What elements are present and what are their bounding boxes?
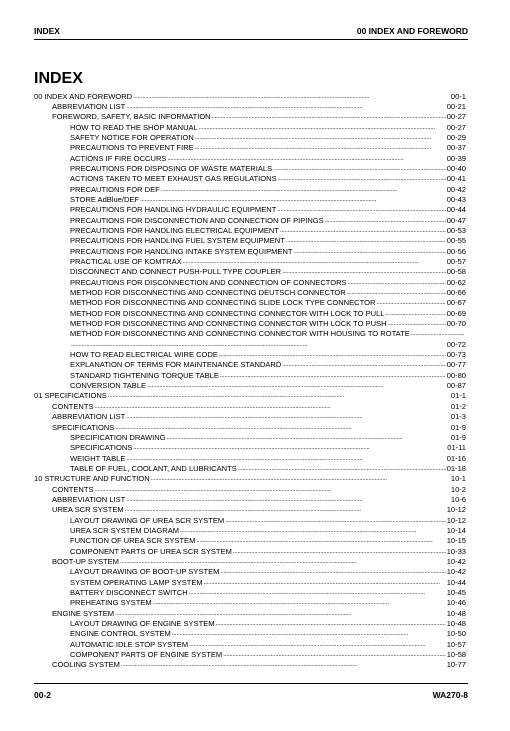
- toc-entry[interactable]: [34, 112, 466, 122]
- toc-entry[interactable]: [34, 185, 466, 195]
- toc-dot-leader: [212, 112, 446, 122]
- toc-entry[interactable]: [34, 598, 466, 608]
- toc-entry[interactable]: [34, 205, 466, 215]
- toc-entry-page: 00-77: [446, 360, 466, 370]
- toc-entry-page: 10-14: [446, 525, 466, 535]
- toc-dot-leader: [348, 278, 446, 288]
- toc-entry-title: BATTERY DISCONNECT SWITCH: [70, 588, 188, 597]
- toc-entry-title: UREA SCR SYSTEM DIAGRAM: [70, 525, 180, 535]
- toc-dot-leader: [180, 526, 446, 536]
- toc-entry-title: PRACTICAL USE OF KOMTRAX: [70, 257, 182, 266]
- toc-entry-title: CONTENTS: [52, 484, 94, 494]
- toc-entry[interactable]: [34, 433, 466, 443]
- toc-dot-leader: [167, 433, 450, 443]
- toc-entry[interactable]: [34, 92, 466, 102]
- toc-entry-page: 10-12: [446, 515, 466, 525]
- toc-dot-leader: [95, 485, 450, 495]
- toc-entry-page: 00-58: [446, 267, 466, 277]
- toc-entry-title: CONVERSION TABLE: [70, 381, 147, 391]
- toc-dot-leader: [153, 598, 446, 608]
- page-title: INDEX: [34, 70, 83, 87]
- toc-entry-page: 10-42: [446, 556, 466, 566]
- toc-dot-leader: [133, 92, 450, 102]
- toc-entry-page: 00-56: [446, 246, 466, 256]
- toc-entry-page: 01-3: [450, 412, 466, 422]
- toc-entry-title: 01 SPECIFICATIONS: [34, 391, 107, 401]
- toc-entry-title: STORE AdBlue/DEF: [70, 194, 140, 204]
- toc-dot-leader: [216, 619, 446, 629]
- toc-entry-title: COMPONENT PARTS OF ENGINE SYSTEM: [70, 650, 223, 660]
- toc-entry-page: 00-1: [450, 91, 466, 101]
- toc-dot-leader: [238, 464, 446, 474]
- toc-entry-page: 01-11: [447, 443, 466, 453]
- toc-entry[interactable]: [34, 526, 466, 536]
- toc-entry[interactable]: [34, 257, 466, 267]
- toc-entry-title: AUTOMATIC IDLE STOP SYSTEM: [70, 639, 189, 649]
- toc-entry-page: 00-41: [446, 174, 466, 184]
- toc-dot-leader: [125, 505, 446, 515]
- toc-entry-page: 10-77: [446, 660, 466, 670]
- toc-dot-leader: [196, 536, 445, 546]
- toc-entry-page: 10-2: [450, 484, 466, 494]
- toc-entry-page: 00-66: [446, 288, 466, 298]
- toc-entry[interactable]: [34, 371, 466, 381]
- toc-entry-page: 00-87: [446, 381, 466, 391]
- toc-entry-title: PRECAUTIONS FOR DISCONNECTION AND CONNECTION OF PIPINGS: [70, 215, 324, 225]
- toc-dot-leader: [280, 226, 446, 236]
- page-footer: [34, 690, 468, 702]
- toc-entry[interactable]: [34, 391, 466, 401]
- toc-entry[interactable]: [34, 143, 466, 153]
- toc-entry-page: 00-37: [446, 143, 466, 153]
- toc-entry[interactable]: [34, 381, 466, 391]
- toc-dot-leader: [233, 547, 446, 557]
- toc-entry-page: 00-29: [446, 132, 466, 142]
- toc-entry[interactable]: [34, 319, 466, 329]
- toc-entry-page: 00-73: [446, 350, 466, 360]
- toc-entry-title: BOOT-UP SYSTEM: [52, 556, 119, 566]
- toc-entry-title: PRECAUTIONS FOR DISPOSING OF WASTE MATERIALS: [70, 163, 273, 173]
- toc-entry-page: 00-62: [446, 277, 466, 287]
- toc-entry[interactable]: [34, 454, 466, 464]
- toc-entry[interactable]: [34, 443, 466, 453]
- toc-entry-title: SPECIFICATION DRAWING: [70, 432, 166, 442]
- toc-dot-leader: [189, 640, 446, 650]
- toc-entry[interactable]: [34, 629, 466, 639]
- toc-entry-title: METHOD FOR DISCONNECTING AND CONNECTING CONNECTOR WITH HOUSING TO ROTATE: [70, 329, 410, 339]
- toc-entry-title: LAYOUT DRAWING OF ENGINE SYSTEM: [70, 619, 215, 629]
- toc-dot-leader: [151, 474, 450, 484]
- toc-dot-leader: [286, 236, 446, 246]
- toc-entry-title: CONTENTS: [52, 401, 94, 411]
- toc-entry-title: ACTIONS TAKEN TO MEET EXHAUST GAS REGULATIONS: [70, 174, 277, 184]
- toc-dot-leader: [121, 660, 446, 670]
- toc-entry-title: COOLING SYSTEM: [52, 660, 120, 670]
- toc-dot-leader: [115, 423, 450, 433]
- header-rule: [34, 39, 468, 40]
- toc-entry[interactable]: [34, 423, 466, 433]
- toc-dot-leader: [376, 298, 445, 308]
- toc-entry[interactable]: [34, 216, 466, 226]
- toc-entry[interactable]: [34, 640, 466, 650]
- toc-entry-page: 01-9: [450, 422, 466, 432]
- toc-entry-page: 00-47: [446, 215, 466, 225]
- toc-entry-page: 10-1: [450, 474, 466, 484]
- toc-entry-title: COMPONENT PARTS OF UREA SCR SYSTEM: [70, 546, 232, 556]
- toc-dot-leader: [126, 454, 445, 464]
- toc-entry-title: PRECAUTIONS FOR HANDLING HYDRAULIC EQUIPMENT: [70, 205, 277, 215]
- header-section-label: INDEX: [34, 26, 60, 36]
- toc-entry-title: PRECAUTIONS FOR HANDLING FUEL SYSTEM EQUIPMENT: [70, 236, 285, 246]
- toc-entry-title: SYSTEM OPERATING LAMP SYSTEM: [70, 577, 203, 587]
- toc-entry[interactable]: [34, 226, 466, 236]
- toc-entry-page: 10-48: [446, 608, 466, 618]
- toc-entry-page: 00-53: [446, 225, 466, 235]
- toc-entry-page: 00-42: [446, 184, 466, 194]
- toc-entry-title: HOW TO READ THE SHOP MANUAL: [70, 122, 198, 132]
- toc-entry[interactable]: [34, 650, 466, 660]
- toc-entry-title: ENGINE SYSTEM: [52, 608, 115, 618]
- toc-entry-title: PRECAUTIONS FOR HANDLING ELECTRICAL EQUIPMENT: [70, 225, 279, 235]
- toc-entry[interactable]: [34, 588, 466, 598]
- toc-dot-leader: [278, 174, 446, 184]
- toc-dot-leader: [411, 329, 465, 339]
- footer-page-number: 00-2: [34, 690, 52, 700]
- toc-entry[interactable]: [34, 485, 466, 495]
- toc-dot-leader: [189, 588, 446, 598]
- toc-entry-page: 00-27: [446, 112, 466, 122]
- toc-dot-leader: [172, 629, 446, 639]
- toc-dot-leader: [204, 578, 446, 588]
- toc-entry[interactable]: [34, 578, 466, 588]
- toc-entry-page: 00-27: [446, 122, 466, 132]
- toc-entry-title: ACTIONS IF FIRE OCCURS: [70, 153, 167, 163]
- toc-entry-page: 01-16: [446, 453, 466, 463]
- toc-entry-page: 00-44: [446, 205, 466, 215]
- toc-entry-page: 10-58: [446, 650, 466, 660]
- toc-entry[interactable]: [34, 123, 466, 133]
- toc-dot-leader: [140, 195, 446, 205]
- toc-dot-leader: [220, 567, 445, 577]
- toc-entry[interactable]: [34, 278, 466, 288]
- toc-entry-title: TABLE OF FUEL, COOLANT, AND LUBRICANTS: [70, 463, 237, 473]
- toc-dot-leader: [294, 247, 446, 257]
- toc-entry-title: FOREWORD, SAFETY, BASIC INFORMATION: [52, 112, 211, 122]
- toc-entry-page: 00-57: [446, 257, 466, 266]
- toc-entry[interactable]: [34, 619, 466, 629]
- toc-entry-page: 10-57: [446, 639, 466, 649]
- toc-entry-page: 01-1: [450, 391, 466, 401]
- toc-entry-title: ABBREVIATION LIST: [52, 101, 126, 111]
- toc-entry-title: LAYOUT DRAWING OF UREA SCR SYSTEM: [70, 515, 225, 525]
- toc-entry[interactable]: [34, 309, 466, 319]
- toc-dot-leader: [347, 288, 446, 298]
- toc-entry-page: 10-50: [446, 629, 466, 639]
- toc-entry[interactable]: [34, 133, 466, 143]
- toc-dot-leader: [161, 185, 446, 195]
- toc-entry-page: 00-40: [446, 163, 466, 173]
- toc-dot-leader: [195, 133, 446, 143]
- toc-dot-leader: [223, 650, 445, 660]
- toc-entry-title: LAYOUT DRAWING OF BOOT-UP SYSTEM: [70, 567, 220, 577]
- toc-entry-title: WEIGHT TABLE: [70, 453, 126, 463]
- toc-entry[interactable]: [34, 609, 466, 619]
- toc-dot-leader: [147, 381, 446, 391]
- toc-dot-leader: [183, 257, 446, 267]
- toc-entry-title: PRECAUTIONS FOR DISCONNECTION AND CONNECTION OF CONNECTORS: [70, 277, 347, 287]
- toc-dot-leader: [126, 102, 445, 112]
- toc-dot-leader: [225, 516, 446, 526]
- toc-entry-title: SAFETY NOTICE FOR OPERATION: [70, 132, 194, 142]
- toc-dot-leader: [71, 340, 446, 350]
- toc-entry-title: PRECAUTIONS TO PREVENT FIRE: [70, 143, 194, 153]
- toc-entry-page: 10-44: [446, 577, 466, 587]
- page-header: [34, 26, 468, 38]
- toc-entry[interactable]: [34, 102, 466, 112]
- toc-entry-page: 01-18: [446, 463, 466, 473]
- toc-entry-page: 10-45: [446, 588, 466, 597]
- toc-entry[interactable]: [34, 154, 466, 164]
- toc-entry-page: 10-33: [446, 546, 466, 556]
- toc-dot-leader: [219, 350, 446, 360]
- toc-entry[interactable]: [34, 660, 466, 670]
- footer-rule: [34, 683, 468, 684]
- toc-entry-page: 01-9: [450, 432, 466, 442]
- toc-entry[interactable]: [34, 340, 466, 350]
- toc-entry-page: 10-46: [446, 598, 466, 608]
- toc-entry[interactable]: [34, 474, 466, 484]
- toc-entry[interactable]: [34, 298, 466, 308]
- toc-dot-leader: [385, 309, 445, 319]
- toc-dot-leader: [388, 319, 446, 329]
- toc-dot-leader: [126, 412, 450, 422]
- toc-entry[interactable]: [34, 329, 466, 339]
- toc-dot-leader: [325, 216, 446, 226]
- toc-entry-title: METHOD FOR DISCONNECTING AND CONNECTING DEUTSCH CONNECTOR: [70, 288, 346, 298]
- toc-entry[interactable]: [34, 174, 466, 184]
- toc-entry-page: 00-39: [446, 153, 466, 163]
- toc-dot-leader: [199, 123, 446, 133]
- toc-entry[interactable]: [34, 412, 466, 422]
- toc-dot-leader: [120, 557, 446, 567]
- toc-entry[interactable]: [34, 567, 466, 577]
- toc-entry-page: 10-15: [446, 536, 466, 546]
- toc-entry-title: PREHEATING SYSTEM: [70, 598, 152, 608]
- toc-dot-leader: [108, 391, 450, 401]
- toc-entry-page: 01-2: [450, 401, 466, 411]
- toc-entry[interactable]: [34, 360, 466, 370]
- toc-dot-leader: [220, 371, 446, 381]
- toc-dot-leader: [273, 164, 446, 174]
- toc-entry-title: PRECAUTIONS FOR HANDLING INTAKE SYSTEM EQUIPMENT: [70, 246, 293, 256]
- toc-entry-title: PRECAUTIONS FOR DEF: [70, 184, 160, 194]
- toc-entry-page: 00-67: [446, 298, 466, 308]
- toc-entry[interactable]: [34, 247, 466, 257]
- toc-entry[interactable]: [34, 402, 466, 412]
- toc-dot-leader: [133, 443, 446, 453]
- toc-entry[interactable]: [34, 350, 466, 360]
- toc-entry-title: DISCONNECT AND CONNECT PUSH-PULL TYPE COUPLER: [70, 267, 282, 277]
- toc-entry[interactable]: [34, 195, 466, 205]
- toc-entry-page: 10-12: [446, 505, 466, 515]
- toc-entry-title: ABBREVIATION LIST: [52, 494, 126, 504]
- toc-entry[interactable]: [34, 505, 466, 515]
- toc-entry-page: 00-69: [446, 308, 466, 318]
- toc-dot-leader: [277, 205, 445, 215]
- toc-entry-page: 00-55: [446, 236, 466, 246]
- toc-entry-title: ABBREVIATION LIST: [52, 412, 126, 422]
- toc-entry-title: EXPLANATION OF TERMS FOR MAINTENANCE STANDARD: [70, 360, 282, 370]
- toc-entry-title: METHOD FOR DISCONNECTING AND CONNECTING SLIDE LOCK TYPE CONNECTOR: [70, 298, 376, 308]
- toc-entry-title: HOW TO READ ELECTRICAL WIRE CODE: [70, 350, 218, 360]
- toc-entry-page: 00-72: [446, 339, 466, 349]
- toc-entry[interactable]: [34, 547, 466, 557]
- toc-entry-title: FUNCTION OF UREA SCR SYSTEM: [70, 536, 196, 546]
- toc-entry-page: 10-48: [446, 619, 466, 629]
- toc-entry-page: 00-70: [446, 319, 466, 329]
- toc-entry-title: STANDARD TIGHTENING TORQUE TABLE: [70, 370, 219, 380]
- header-chapter-label: 00 INDEX AND FOREWORD: [356, 26, 468, 36]
- toc-entry[interactable]: [34, 557, 466, 567]
- toc-dot-leader: [282, 267, 446, 277]
- toc-entry-page: 00-43: [446, 194, 466, 204]
- toc-entry-title: METHOD FOR DISCONNECTING AND CONNECTING CONNECTOR WITH LOCK TO PULL: [70, 308, 385, 318]
- toc-entry-title: SPECIFICATIONS: [70, 443, 133, 453]
- toc-entry[interactable]: [34, 516, 466, 526]
- toc-dot-leader: [195, 143, 446, 153]
- toc-dot-leader: [167, 154, 445, 164]
- toc-dot-leader: [126, 495, 450, 505]
- toc-dot-leader: [115, 609, 446, 619]
- toc-entry[interactable]: [34, 236, 466, 246]
- toc-entry[interactable]: [34, 464, 466, 474]
- toc-entry[interactable]: [34, 267, 466, 277]
- toc-entry-title: UREA SCR SYSTEM: [52, 505, 124, 515]
- footer-model-number: WA270-8: [432, 690, 468, 700]
- toc-entry-title: SPECIFICATIONS: [52, 422, 115, 432]
- toc-entry-title: ENGINE CONTROL SYSTEM: [70, 629, 171, 639]
- toc-entry-page: 00-80: [446, 370, 466, 380]
- toc-entry-title: 10 STRUCTURE AND FUNCTION: [34, 474, 150, 484]
- toc-dot-leader: [95, 402, 450, 412]
- toc-entry[interactable]: [34, 164, 466, 174]
- toc-entry-title: METHOD FOR DISCONNECTING AND CONNECTING CONNECTOR WITH LOCK TO PUSH: [70, 319, 387, 329]
- toc-entry[interactable]: [34, 288, 466, 298]
- toc-entry-page: 10-42: [446, 567, 466, 577]
- toc-entry-page: 10-6: [450, 494, 466, 504]
- toc-entry-page: 00-21: [446, 101, 466, 111]
- toc-entry[interactable]: [34, 495, 466, 505]
- table-of-contents: [34, 92, 466, 671]
- toc-entry-title: 00 INDEX AND FOREWORD: [34, 91, 133, 101]
- toc-dot-leader: [282, 360, 445, 370]
- toc-entry[interactable]: [34, 536, 466, 546]
